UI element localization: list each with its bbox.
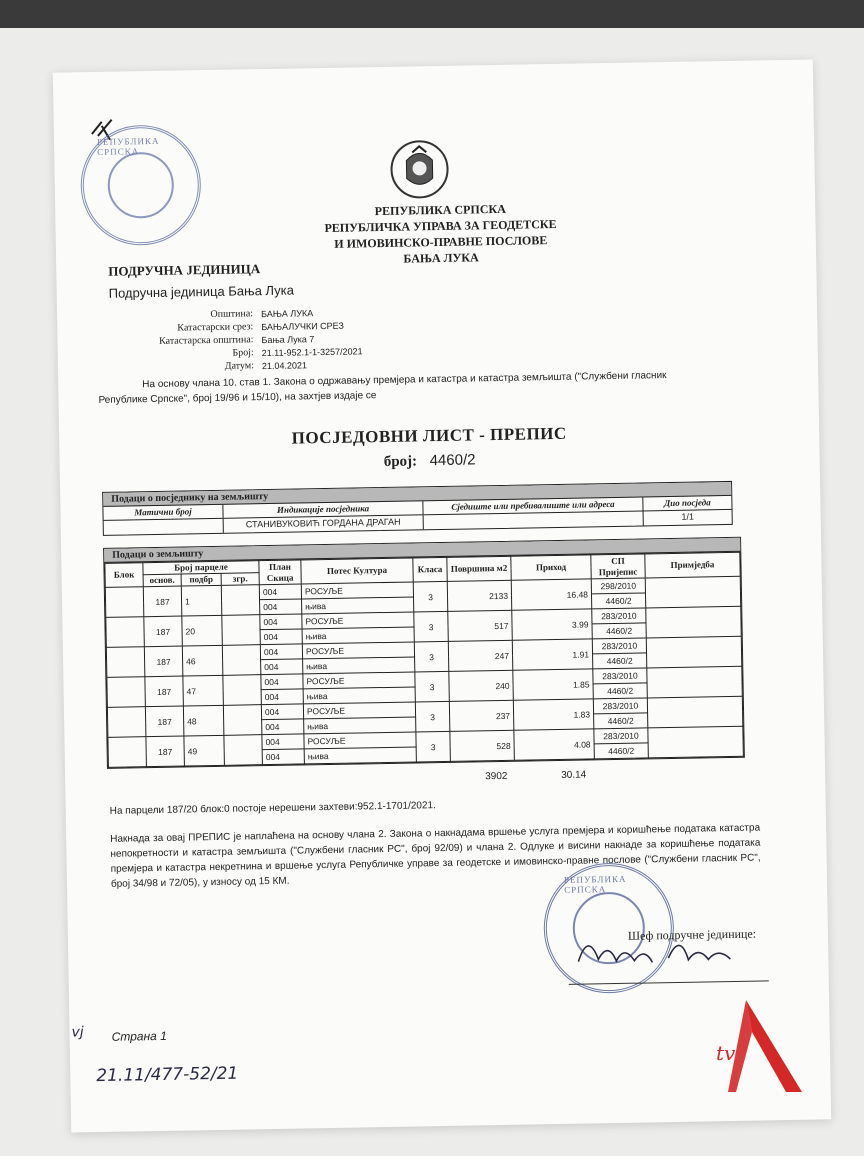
meta-label: Општина: <box>210 308 254 320</box>
cell-osnov: 187 <box>145 676 184 707</box>
cell-podbr: 47 <box>183 675 224 706</box>
intro-line-2: Републике Српске", број 19/96 и 15/10), на захтјев издаје се <box>98 390 377 406</box>
cell-area: 2133 <box>447 580 512 611</box>
cell-class: 3 <box>415 671 450 702</box>
cell-sp: 283/2010 <box>592 608 646 624</box>
cell-potes: РОСУЉЕ <box>303 672 415 689</box>
col-sp: СП Пријепис <box>591 554 645 579</box>
signature-label: Шеф подручне јединице: <box>627 926 757 943</box>
meta-value: 21.11-952.1-1-3257/2021 <box>261 345 363 358</box>
cell-plan: 004 <box>260 614 302 630</box>
coat-of-arms-icon <box>388 138 451 201</box>
owner-share-cell: 1/1 <box>681 511 694 522</box>
cell-potes: РОСУЉЕ <box>302 612 414 629</box>
meta-value: 21.04.2021 <box>261 359 308 371</box>
cell-class: 3 <box>416 731 451 762</box>
header-line-4: БАЊА ЛУКА <box>403 250 479 266</box>
handwritten-initials: vj <box>71 1024 84 1041</box>
cell-income: 1.85 <box>513 669 594 700</box>
seal-right-text: РЕПУБЛИКА СРПСКА <box>563 873 627 895</box>
pending-requests-note: На парцели 187/20 блок:0 постоје нерешени захтеви:952.1-1701/2021. <box>109 800 436 817</box>
cell-sp: 4460/2 <box>592 623 646 639</box>
number-value: 4460/2 <box>429 451 476 470</box>
cell-income: 4.08 <box>514 729 595 760</box>
cell-sp: 298/2010 <box>591 578 645 594</box>
cell-osnov: 187 <box>146 736 185 767</box>
total-area: 3902 <box>485 770 508 783</box>
owner-id-cell <box>104 519 224 535</box>
col-note: Примједба <box>645 552 740 578</box>
owner-address-cell <box>424 511 644 529</box>
document-page <box>53 59 831 1132</box>
cell-area: 247 <box>448 640 513 671</box>
cell-culture: њива <box>304 747 416 764</box>
cell-podbr: 49 <box>184 735 225 766</box>
seal-left-text: РЕПУБЛИКА СРПСКА <box>96 135 160 157</box>
cell-podbr: 48 <box>183 705 224 736</box>
land-band: Подаци о земљишту <box>104 538 740 563</box>
institution-header <box>255 199 626 269</box>
cell-income: 16.48 <box>511 579 592 610</box>
tv-channel-logo-icon <box>706 996 808 1098</box>
cell-area: 517 <box>448 610 513 641</box>
col-osnov: основ. <box>143 574 181 587</box>
tv-logo-text: tv <box>716 1041 736 1065</box>
col-podbr: подбр <box>181 573 221 586</box>
meta-label: Катастарски срез: <box>177 321 254 334</box>
cell-plan: 004 <box>261 704 303 720</box>
cell-area: 237 <box>449 700 514 731</box>
meta-value: БАЊАЛУЧКИ СРЕЗ <box>261 320 344 332</box>
number-label: број: <box>383 453 418 470</box>
col-zgr: згр. <box>221 573 259 586</box>
cell-class: 3 <box>413 581 448 612</box>
col-class: Класа <box>413 557 447 582</box>
cell-osnov: 187 <box>143 586 182 617</box>
meta-label: Број: <box>232 347 254 359</box>
cell-culture: њива <box>304 717 416 734</box>
cell-osnov: 187 <box>144 616 183 647</box>
intro-line-1: На основу члана 10. став 1. Закона о одржавању премјера и катастра и катастра земљишта ("Службени гласник <box>142 370 667 391</box>
meta-value: Бања Лука 7 <box>261 333 315 345</box>
cell-sp: 4460/2 <box>593 683 647 699</box>
cell-sp: 283/2010 <box>594 728 648 744</box>
land-section <box>103 537 745 769</box>
col-plan: План Скица <box>259 560 301 585</box>
cell-plan: 004 <box>259 584 301 600</box>
col-area: Површина м2 <box>447 556 511 581</box>
fee-paragraph: Накнада за овај ПРЕПИС је наплаћена на основу члана 2. Закона о накнадама вршење услуга премјера и коришћење података катастра непокретности и катастра земљишта ("Службени гласник РС", број 92/09) и члана 2. Одлуке и висини накнаде за коришћење података премјера и катастра некретнина и вршење услуга Републичке управе за геодетске и имовинско-правне послове ("Службени гласник РС", број 34/98 и 72/05), у износу од 15 КМ. <box>110 822 761 890</box>
cell-income: 3.99 <box>512 609 593 640</box>
meta-label: Датум: <box>224 360 255 372</box>
unit-title: ПОДРУЧНА ЈЕДИНИЦА <box>108 261 261 279</box>
cell-income: 1.91 <box>512 639 593 670</box>
cell-plan: 004 <box>260 644 302 660</box>
cell-potes: РОСУЉЕ <box>301 582 413 599</box>
cell-potes: РОСУЉЕ <box>304 732 416 749</box>
document-number <box>240 449 620 474</box>
handwritten-signature <box>568 919 749 982</box>
cell-podbr: 20 <box>182 615 223 646</box>
cell-plan: 004 <box>261 689 303 705</box>
col-potes: Потес Култура <box>301 558 413 584</box>
handwritten-reference: 21.11/477-52/21 <box>96 1063 239 1087</box>
top-dark-strip <box>0 0 864 28</box>
col-income: Приход <box>511 555 591 580</box>
cell-culture: њива <box>303 657 415 674</box>
cell-sp: 4460/2 <box>594 743 648 759</box>
cell-sp: 283/2010 <box>593 668 647 684</box>
col-block: Блок <box>105 563 143 588</box>
cell-plan: 004 <box>262 719 304 735</box>
meta-row-date <box>142 357 363 374</box>
cell-plan: 004 <box>262 749 304 765</box>
cell-plan: 004 <box>262 734 304 750</box>
owner-col-id: Матични број <box>103 505 223 520</box>
cell-sp: 4460/2 <box>593 653 647 669</box>
cell-plan: 004 <box>261 659 303 675</box>
meta-label: Катастарска општина: <box>158 334 254 347</box>
cell-income: 1.83 <box>513 699 594 730</box>
cell-podbr: 1 <box>181 585 222 616</box>
header-line-1: РЕПУБЛИКА СРПСКА <box>374 201 506 219</box>
cell-culture: њива <box>302 627 414 644</box>
cell-osnov: 187 <box>145 706 184 737</box>
land-table <box>104 552 743 768</box>
page-number: Страна 1 <box>111 1028 167 1044</box>
cell-class: 3 <box>415 701 450 732</box>
cell-potes: РОСУЉЕ <box>302 642 414 659</box>
meta-value: БАЊА ЛУКА <box>260 307 314 319</box>
col-parcel: Број парцеле <box>143 561 259 575</box>
cell-plan: 004 <box>261 674 303 690</box>
cell-class: 3 <box>414 641 449 672</box>
cell-plan: 004 <box>260 629 302 645</box>
owner-name-cell: СТАНИВУКОВИЋ ГОРДАНА ДРАГАН <box>224 515 424 532</box>
cell-sp: 4460/2 <box>594 713 648 729</box>
owner-band: Подаци о посједнику на земљишту <box>103 482 731 507</box>
header-line-2: РЕПУБЛИЧКА УПРАВА ЗА ГЕОДЕТСКЕ <box>324 216 557 235</box>
cell-area: 528 <box>450 730 515 761</box>
cell-plan: 004 <box>260 599 302 615</box>
cell-sp: 283/2010 <box>592 638 646 654</box>
header-line-3: И ИМОВИНСКО-ПРАВНЕ ПОСЛОВЕ <box>334 233 548 251</box>
total-income: 30.14 <box>561 769 587 781</box>
cell-culture: њива <box>302 597 414 614</box>
round-seal-top-left <box>80 124 202 246</box>
unit-subtitle: Подручна јединица Бања Лука <box>108 282 294 301</box>
owner-col-share: Дио посједа <box>663 497 711 509</box>
owner-col-name: Индикације посједника <box>223 501 423 517</box>
owner-col-address: Сједиште или пребивалиште или адреса <box>423 497 643 514</box>
owner-section <box>102 481 733 536</box>
cell-osnov: 187 <box>144 646 183 677</box>
cell-sp: 4460/2 <box>591 593 645 609</box>
cell-class: 3 <box>414 611 449 642</box>
cell-potes: РОСУЉЕ <box>303 702 415 719</box>
cell-sp: 283/2010 <box>593 698 647 714</box>
cell-area: 240 <box>449 670 514 701</box>
document-title: ПОСЈЕДОВНИ ЛИСТ - ПРЕПИС <box>291 423 567 448</box>
cell-podbr: 46 <box>182 645 223 676</box>
cell-culture: њива <box>303 687 415 704</box>
document-metadata <box>141 305 363 374</box>
